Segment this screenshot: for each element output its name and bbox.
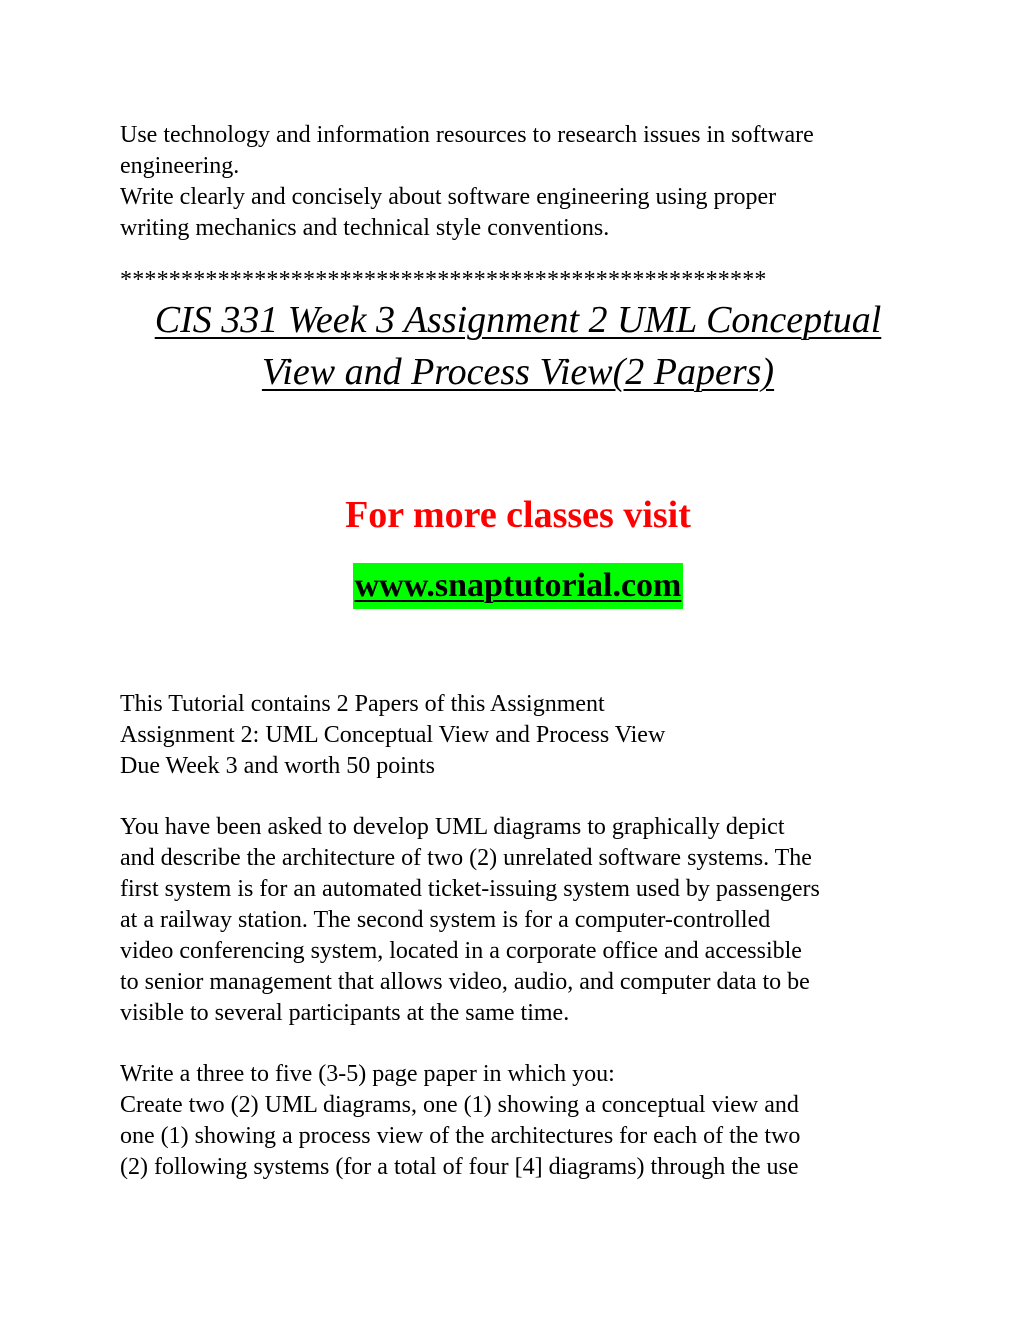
intro-line: Write clearly and concisely about software engineering using proper [120, 184, 777, 210]
description-line: and describe the architecture of two (2) unrelated software systems. The [120, 845, 812, 871]
intro-paragraph [120, 120, 910, 244]
description-line: video conferencing system, located in a corporate office and accessible [120, 938, 802, 964]
page-title [110, 294, 926, 398]
document-page [120, 120, 910, 1183]
instruction-line: Create two (2) UML diagrams, one (1) showing a conceptual view and [120, 1092, 799, 1118]
description-line: to senior management that allows video, audio, and computer data to be [120, 969, 810, 995]
description-line: visible to several participants at the same time. [120, 1000, 570, 1026]
info-line: Due Week 3 and worth 50 points [120, 753, 435, 779]
description-line: You have been asked to develop UML diagrams to graphically depict [120, 814, 785, 840]
instruction-line: one (1) showing a process view of the architectures for each of the two [120, 1123, 801, 1149]
instruction-line: Write a three to five (3-5) page paper in which you: [120, 1061, 615, 1087]
info-paragraph [120, 689, 910, 782]
description-line: at a railway station. The second system is for a computer-controlled [120, 907, 771, 933]
promo-text: For more classes visit [345, 494, 691, 536]
instruction-line: (2) following systems (for a total of four [4] diagrams) through the use [120, 1154, 799, 1180]
separator: ***************************************************** [120, 267, 767, 293]
intro-line: engineering. [120, 153, 240, 179]
title-line: CIS 331 Week 3 Assignment 2 UML Conceptual [154, 299, 882, 341]
intro-line: writing mechanics and technical style conventions. [120, 215, 610, 241]
title-line: View and Process View(2 Papers) [261, 351, 775, 393]
instruction-paragraph [120, 1059, 910, 1183]
intro-line: Use technology and information resources to research issues in software [120, 122, 814, 148]
info-line: This Tutorial contains 2 Papers of this Assignment [120, 691, 605, 717]
website-link[interactable]: www.snaptutorial.com [353, 563, 684, 609]
info-line: Assignment 2: UML Conceptual View and Process View [120, 722, 666, 748]
description-paragraph [120, 812, 910, 1029]
description-line: first system is for an automated ticket-issuing system used by passengers [120, 876, 820, 902]
